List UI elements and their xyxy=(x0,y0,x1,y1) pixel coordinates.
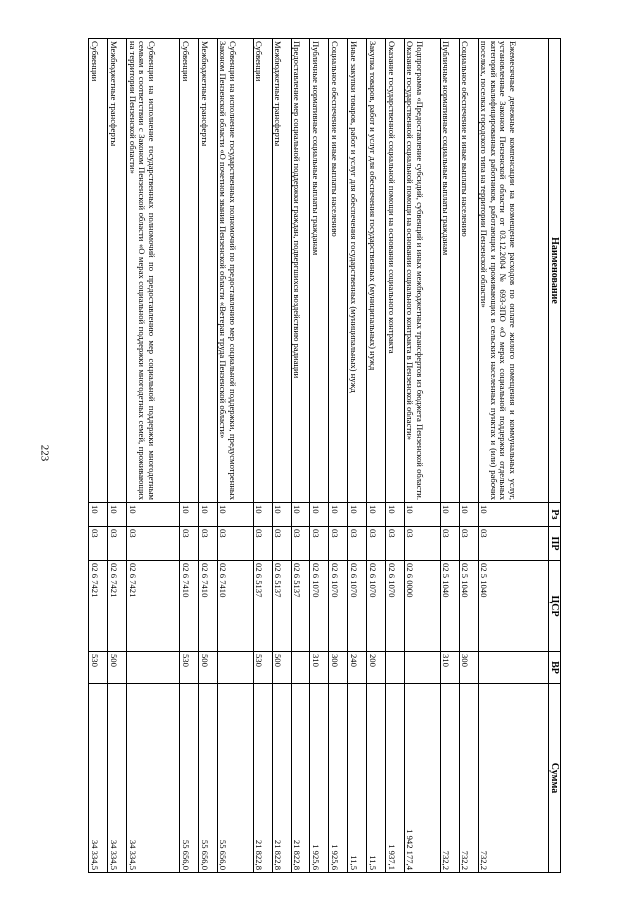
cell-name: Предоставление мер социальной поддержки граждан, подвергшихся воздействию радиации xyxy=(291,39,310,503)
table-row xyxy=(89,39,108,873)
page-number-text: 223 xyxy=(38,444,51,461)
cell-csr: 02 6 1070 xyxy=(385,561,404,652)
cell-sum: 1 942 177,4 xyxy=(404,684,440,873)
cell-name: Межбюджетные трансферты xyxy=(108,39,127,503)
cell-vr: 530 xyxy=(253,652,272,684)
cell-name: Межбюджетные трансферты xyxy=(272,39,291,503)
header-sum: Сумма xyxy=(548,684,560,873)
cell-vr: 300 xyxy=(459,652,478,684)
cell-rz: 10 xyxy=(404,503,440,527)
table-row xyxy=(385,39,404,873)
cell-name: Субвенции xyxy=(89,39,108,503)
table-header-row xyxy=(548,39,560,873)
cell-vr: 500 xyxy=(108,652,127,684)
cell-csr: 02 6 7410 xyxy=(180,561,199,652)
cell-sum: 1 925,6 xyxy=(310,684,329,873)
header-rz: Рз xyxy=(548,503,560,527)
cell-rz: 10 xyxy=(108,503,127,527)
cell-name: Субвенции xyxy=(253,39,272,503)
cell-name: Публичные нормативные социальные выплаты гражданам xyxy=(310,39,329,503)
cell-rz: 10 xyxy=(198,503,217,527)
cell-csr: 02 6 0000 xyxy=(404,561,440,652)
cell-vr: 240 xyxy=(348,652,367,684)
cell-vr xyxy=(217,652,253,684)
cell-vr: 530 xyxy=(89,652,108,684)
cell-csr: 02 6 7410 xyxy=(217,561,253,652)
cell-name: Закупка товаров, работ и услуг для обеспечения государственных (муниципальных) нужд xyxy=(367,39,386,503)
table-row xyxy=(329,39,348,873)
cell-rz: 10 xyxy=(89,503,108,527)
table-row xyxy=(180,39,199,873)
cell-csr: 02 6 1070 xyxy=(348,561,367,652)
table-row xyxy=(217,39,253,873)
page-number xyxy=(30,0,59,905)
cell-pr: 03 xyxy=(348,527,367,561)
cell-sum: 34 334,5 xyxy=(108,684,127,873)
table-row xyxy=(272,39,291,873)
cell-csr: 02 6 5137 xyxy=(291,561,310,652)
cell-pr: 03 xyxy=(272,527,291,561)
cell-rz: 10 xyxy=(348,503,367,527)
cell-sum: 55 656,0 xyxy=(217,684,253,873)
cell-csr: 02 5 1040 xyxy=(478,561,548,652)
table-row xyxy=(126,39,179,873)
cell-rz: 10 xyxy=(329,503,348,527)
cell-rz: 10 xyxy=(217,503,253,527)
cell-rz: 10 xyxy=(253,503,272,527)
cell-vr: 530 xyxy=(180,652,199,684)
header-name: Наименование xyxy=(548,39,560,503)
table-row xyxy=(198,39,217,873)
cell-name: Оказание государственной социальной помощи на основании социального контракта xyxy=(385,39,404,503)
rotated-table-wrapper xyxy=(88,38,561,872)
table-row xyxy=(404,39,440,873)
cell-pr: 03 xyxy=(329,527,348,561)
cell-rz: 10 xyxy=(385,503,404,527)
cell-pr: 03 xyxy=(459,527,478,561)
cell-vr xyxy=(404,652,440,684)
cell-pr: 03 xyxy=(198,527,217,561)
cell-vr xyxy=(478,652,548,684)
cell-csr: 02 6 5137 xyxy=(253,561,272,652)
cell-vr: 500 xyxy=(198,652,217,684)
cell-csr: 02 6 7421 xyxy=(108,561,127,652)
cell-pr: 03 xyxy=(385,527,404,561)
cell-sum: 1 937,1 xyxy=(385,684,404,873)
cell-sum: 34 334,5 xyxy=(126,684,179,873)
cell-vr xyxy=(385,652,404,684)
cell-sum: 1 925,6 xyxy=(329,684,348,873)
budget-table xyxy=(88,38,561,873)
table-area xyxy=(88,38,561,872)
cell-csr: 02 6 7421 xyxy=(126,561,179,652)
cell-pr: 03 xyxy=(440,527,459,561)
cell-vr xyxy=(126,652,179,684)
cell-name: Межбюджетные трансферты xyxy=(198,39,217,503)
cell-vr: 300 xyxy=(329,652,348,684)
cell-pr: 03 xyxy=(478,527,548,561)
cell-sum: 21 822,8 xyxy=(291,684,310,873)
table-row xyxy=(348,39,367,873)
cell-vr: 500 xyxy=(272,652,291,684)
table-row xyxy=(108,39,127,873)
cell-vr: 200 xyxy=(367,652,386,684)
cell-rz: 10 xyxy=(291,503,310,527)
cell-name: Субвенции на исполнение государственных полномочий по предоставлению мер социальной поддержки, предусмотренных Законом Пензенской области «О почетном звании Пензенской области «Ветеран труда Пензенской области» xyxy=(217,39,253,503)
cell-pr: 03 xyxy=(126,527,179,561)
cell-name: Социальное обеспечение и иные выплаты населению xyxy=(329,39,348,503)
cell-rz: 10 xyxy=(459,503,478,527)
cell-csr: 02 6 1070 xyxy=(310,561,329,652)
cell-sum: 21 822,8 xyxy=(253,684,272,873)
cell-pr: 03 xyxy=(291,527,310,561)
cell-pr: 03 xyxy=(180,527,199,561)
cell-rz: 10 xyxy=(180,503,199,527)
cell-name: Иные закупки товаров, работ и услуг для обеспечения государственных (муниципальных) нужд xyxy=(348,39,367,503)
cell-csr: 02 6 1070 xyxy=(329,561,348,652)
cell-csr: 02 5 1040 xyxy=(459,561,478,652)
table-row xyxy=(310,39,329,873)
cell-sum: 34 334,5 xyxy=(89,684,108,873)
cell-vr: 310 xyxy=(310,652,329,684)
cell-vr xyxy=(291,652,310,684)
cell-pr: 03 xyxy=(404,527,440,561)
cell-sum: 732,2 xyxy=(459,684,478,873)
table-row xyxy=(478,39,548,873)
cell-sum: 732,2 xyxy=(478,684,548,873)
header-csr: ЦСР xyxy=(548,561,560,652)
table-row xyxy=(291,39,310,873)
cell-rz: 10 xyxy=(272,503,291,527)
cell-csr: 02 5 1040 xyxy=(440,561,459,652)
cell-sum: 11,5 xyxy=(348,684,367,873)
cell-sum: 55 656,0 xyxy=(180,684,199,873)
cell-sum: 55 656,0 xyxy=(198,684,217,873)
cell-csr: 02 6 1070 xyxy=(367,561,386,652)
cell-pr: 03 xyxy=(217,527,253,561)
table-body xyxy=(89,39,549,873)
cell-rz: 10 xyxy=(367,503,386,527)
cell-name: Ежемесячные денежные компенсации на возмещение расходов по оплате жилого помещения и коммунальных услуг, установленные Законом Пензенской области от 03.12.2004 № 693-ЗПО «О мерах социальной поддержки отдельных категорий квалифицированных работников, работающих и проживающих в сельских населенных пунктах и (или) рабочих поселках, поселках городского типа на территории Пензенской области» xyxy=(478,39,548,503)
cell-name: Субвенции на исполнение государственных полномочий по предоставлению мер социальной поддержки многодетным семьям в соответствии с Законом Пензенской области «О мерах социальной поддержки многодетных семей, проживающих на территории Пензенской области» xyxy=(126,39,179,503)
cell-rz: 10 xyxy=(478,503,548,527)
cell-name: Подпрограмма «Предоставление субсидий, субвенций и иных межбюджетных трансфертов из бюджета Пензенской области. Оказание государственной социальной помощи на основании социального контракта в Пензенской области» xyxy=(404,39,440,503)
cell-name: Публичные нормативные социальные выплаты гражданам xyxy=(440,39,459,503)
cell-pr: 03 xyxy=(253,527,272,561)
cell-csr: 02 6 7410 xyxy=(198,561,217,652)
cell-name: Социальное обеспечение и иные выплаты населению xyxy=(459,39,478,503)
header-pr: ПР xyxy=(548,527,560,561)
cell-rz: 10 xyxy=(440,503,459,527)
cell-pr: 03 xyxy=(108,527,127,561)
cell-rz: 10 xyxy=(126,503,179,527)
cell-csr: 02 6 7421 xyxy=(89,561,108,652)
table-row xyxy=(440,39,459,873)
cell-rz: 10 xyxy=(310,503,329,527)
cell-sum: 21 822,8 xyxy=(272,684,291,873)
table-row xyxy=(459,39,478,873)
cell-pr: 03 xyxy=(89,527,108,561)
table-row xyxy=(253,39,272,873)
cell-sum: 732,2 xyxy=(440,684,459,873)
cell-vr: 310 xyxy=(440,652,459,684)
cell-name: Субвенции xyxy=(180,39,199,503)
cell-sum: 11,5 xyxy=(367,684,386,873)
cell-csr: 02 6 5137 xyxy=(272,561,291,652)
cell-pr: 03 xyxy=(310,527,329,561)
cell-pr: 03 xyxy=(367,527,386,561)
table-row xyxy=(367,39,386,873)
header-vr: ВР xyxy=(548,652,560,684)
